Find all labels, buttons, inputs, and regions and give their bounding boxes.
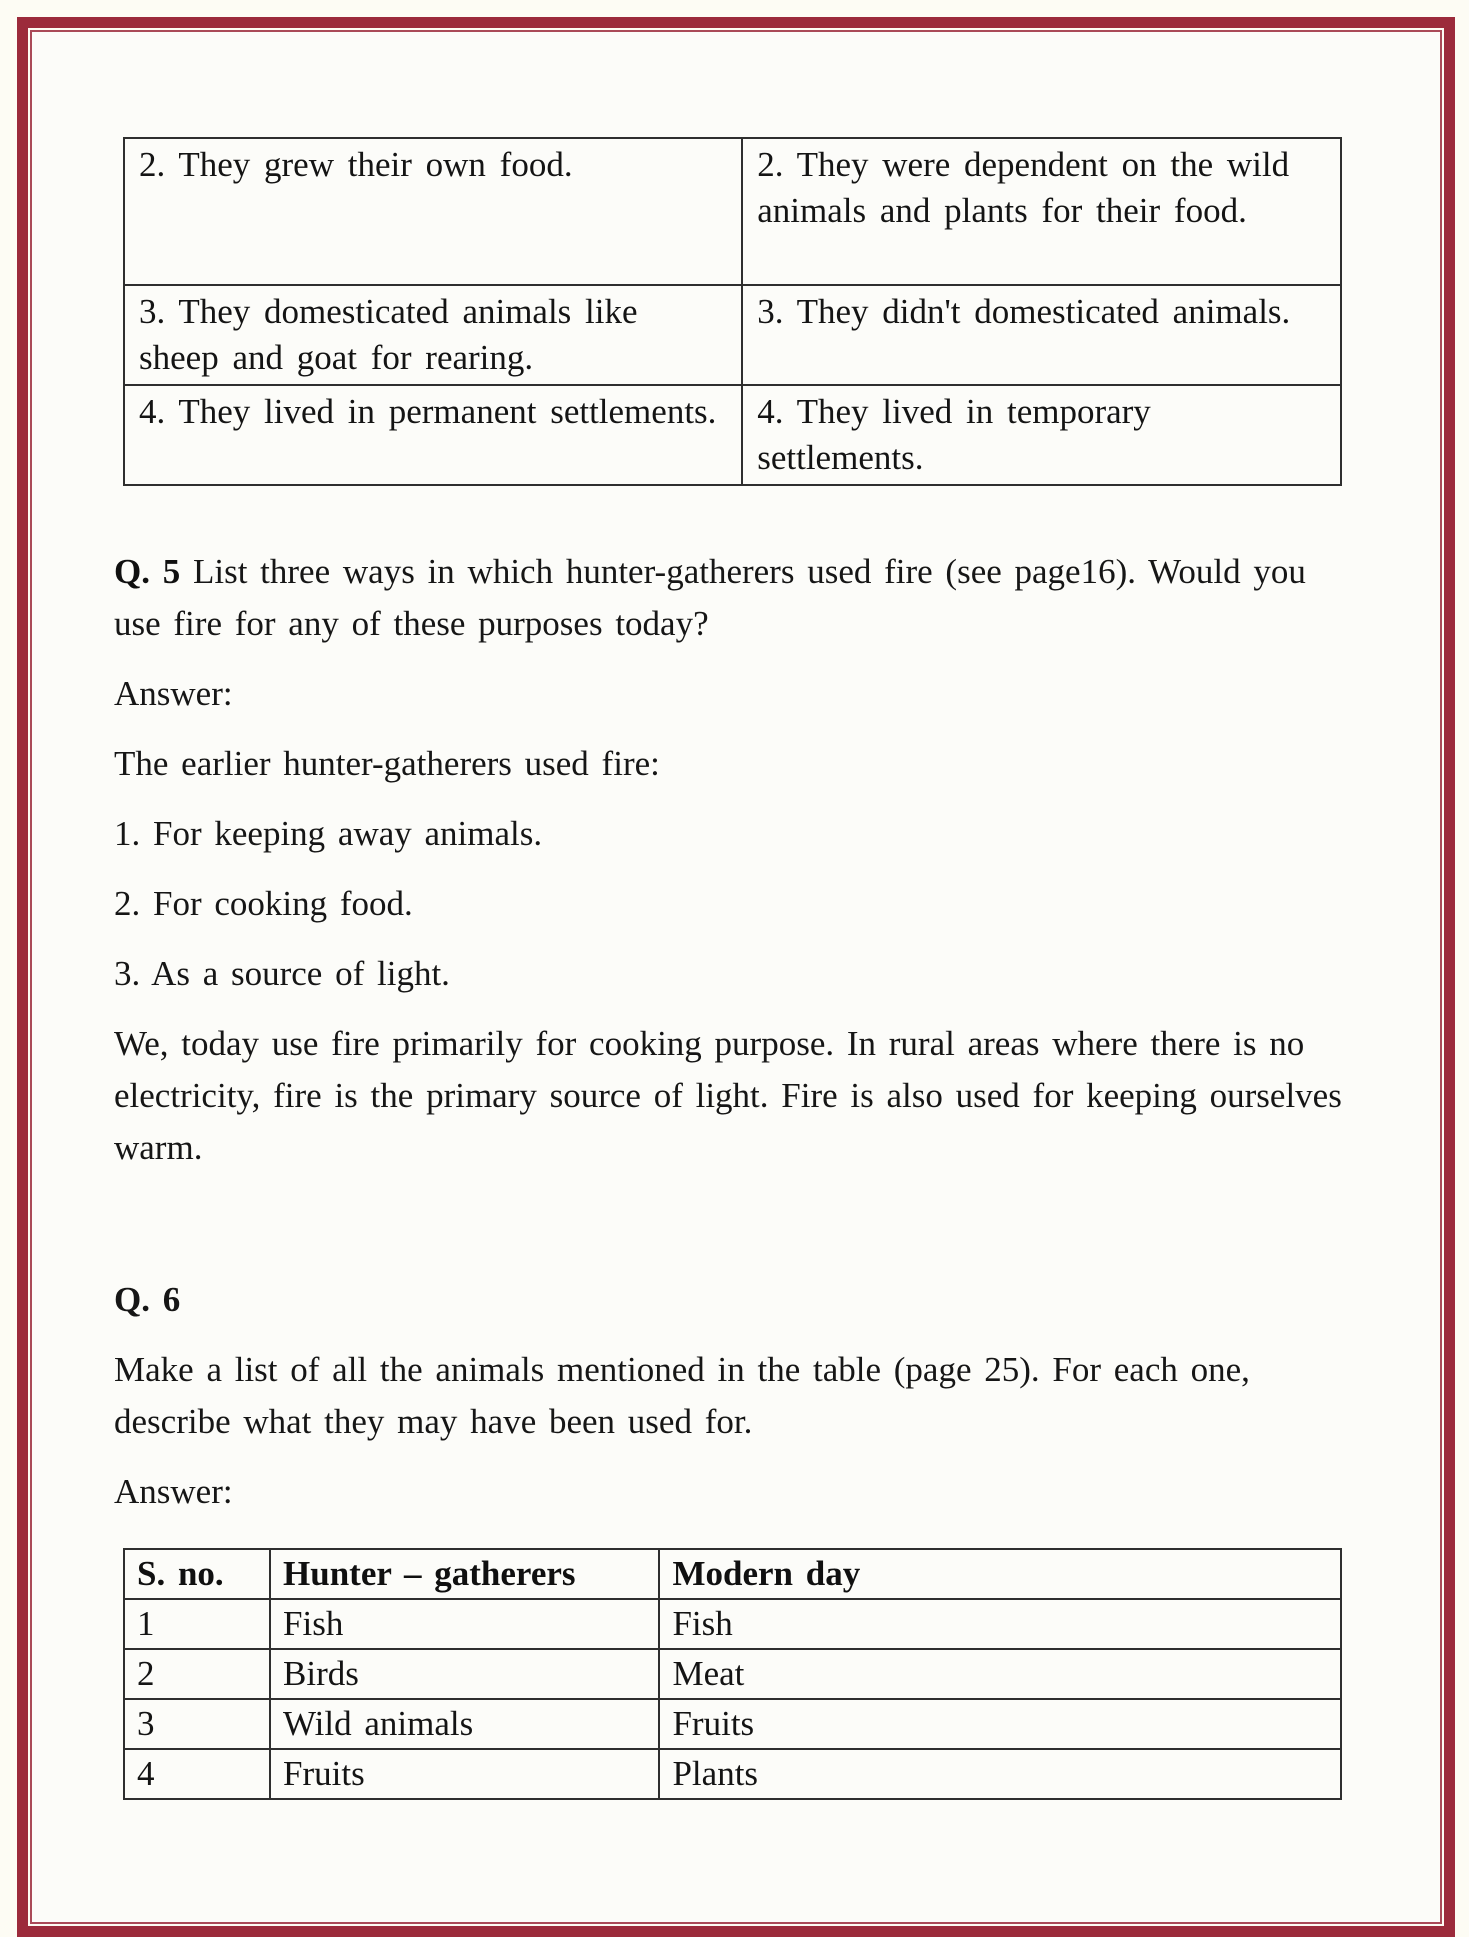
q6-label: Q. 6	[114, 1280, 181, 1319]
table-cell: 3. They domesticated animals like sheep and goat for rearing.	[124, 285, 742, 385]
q5-use-item: 1. For keeping away animals.	[114, 814, 543, 853]
column-header: Modern day	[659, 1549, 1341, 1599]
table-row	[124, 1649, 1341, 1699]
table-cell: 3	[124, 1699, 270, 1749]
question-6-section	[114, 1274, 1346, 1518]
q5-use-item: 3. As a source of light.	[114, 954, 450, 993]
q5-answer-label: Answer:	[114, 674, 233, 713]
question-5-section	[114, 546, 1346, 1174]
table-cell: Fish	[659, 1599, 1341, 1649]
table-cell: Fruits	[659, 1699, 1341, 1749]
q6-question-text: Make a list of all the animals mentioned in the table (page 25). For each one, describe what they may have been used for.	[114, 1350, 1250, 1441]
table-cell: Meat	[659, 1649, 1341, 1699]
q5-answer-intro: The earlier hunter-gatherers used fire:	[114, 744, 660, 783]
table-header-row	[124, 1549, 1341, 1599]
table-row	[124, 1699, 1341, 1749]
table-cell: 2	[124, 1649, 270, 1699]
table-row	[124, 385, 1341, 485]
q6-answer-label: Answer:	[114, 1472, 233, 1511]
table-cell: Fish	[270, 1599, 659, 1649]
column-header: S. no.	[124, 1549, 270, 1599]
page-border-frame	[17, 17, 1455, 1937]
table-cell: 2. They grew their own food.	[124, 138, 742, 285]
table-row	[124, 1749, 1341, 1799]
table-cell: 1	[124, 1599, 270, 1649]
table-cell: Fruits	[270, 1749, 659, 1799]
q5-question-text: List three ways in which hunter-gatherers used fire (see page16). Would you use fire for any of these purposes today?	[114, 552, 1306, 643]
comparison-table	[123, 137, 1342, 486]
animals-table	[123, 1548, 1342, 1800]
page-content	[32, 32, 1440, 1922]
table-cell: Wild animals	[270, 1699, 659, 1749]
table-cell: 3. They didn't domesticated animals.	[742, 285, 1341, 385]
column-header: Hunter – gatherers	[270, 1549, 659, 1599]
page-border-inner-line	[30, 30, 1442, 1924]
q5-answer-note: We, today use fire primarily for cooking purpose. In rural areas where there is no electricity, fire is the primary source of light. Fire is also used for keeping ourselves warm.	[114, 1024, 1342, 1167]
q5-label: Q. 5	[114, 552, 181, 591]
table-row	[124, 285, 1341, 385]
table-cell: 4. They lived in permanent settlements.	[124, 385, 742, 485]
table-cell: Plants	[659, 1749, 1341, 1799]
table-cell: 4	[124, 1749, 270, 1799]
table-cell: Birds	[270, 1649, 659, 1699]
q5-question	[114, 546, 1346, 650]
table-row	[124, 138, 1341, 285]
table-row	[124, 1599, 1341, 1649]
table-cell: 4. They lived in temporary settlements.	[742, 385, 1341, 485]
q5-use-item: 2. For cooking food.	[114, 884, 413, 923]
table-cell: 2. They were dependent on the wild animals and plants for their food.	[742, 138, 1341, 285]
